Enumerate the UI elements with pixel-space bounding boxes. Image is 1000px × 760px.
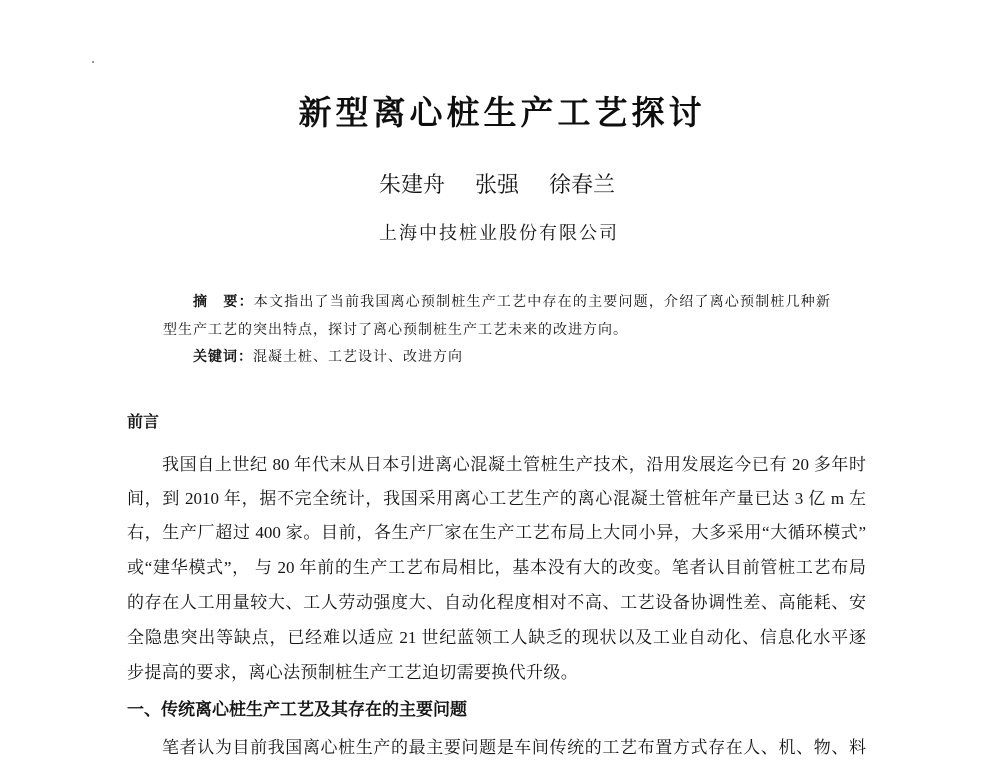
abstract-line [193,293,830,313]
abstract-line: 型生产工艺的突出特点，探讨了离心预制桩生产工艺未来的改进方向。 [163,323,628,338]
body-line: 右，生产厂超过 400 家。目前，各生产厂家在生产工艺布局上大同小异，大多采用“大循环模式” [127,523,866,542]
author-name: 徐春兰 [549,172,616,197]
abstract-text: 本文指出了当前我国离心预制桩生产工艺中存在的主要问题，介绍了离心预制桩几种新 [253,295,830,310]
section-heading-1: 一、传统离心桩生产工艺及其存在的主要问题 [127,700,467,719]
author-list [0,171,994,199]
keywords-label: 关键词： [193,350,253,365]
body-line: 笔者认为目前我国离心桩生产的最主要问题是车间传统的工艺布置方式存在人、机、物、料 [162,738,866,757]
body-line: 步提高的要求，离心法预制桩生产工艺迫切需要换代升级。 [127,663,579,682]
section-heading-preface: 前言 [127,414,160,431]
body-line: 全隐患突出等缺点，已经难以适应 21 世纪蓝领工人缺乏的现状以及工业自动化、信息化水平逐 [127,628,866,647]
scan-speck [92,61,94,63]
author-name: 张强 [474,172,519,197]
body-line: 我国自上世纪 80 年代末从日本引进离心混凝土管桩生产技术，沿用发展迄今已有 20 多年时 [162,455,866,474]
keywords-line [193,348,830,368]
body-line: 或“建华模式”， 与 20 年前的生产工艺布局相比，基本没有大的改变。笔者认目前管桩工艺布局 [127,558,866,577]
abstract-label: 摘 要： [193,295,254,310]
affiliation: 上海中技桩业股份有限公司 [379,223,619,243]
body-line: 间，到 2010 年，据不完全统计，我国采用离心工艺生产的离心混凝土管桩年产量已达 3 亿 m 左 [127,489,866,508]
paper-title: 新型离心桩生产工艺探讨 [298,96,706,132]
author-name: 朱建舟 [378,172,445,197]
body-line: 的存在人工用量较大、工人劳动强度大、自动化程度相对不高、工艺设备协调性差、高能耗、安 [127,593,866,612]
keywords-text: 混凝土桩、工艺设计、改进方向 [253,350,463,365]
